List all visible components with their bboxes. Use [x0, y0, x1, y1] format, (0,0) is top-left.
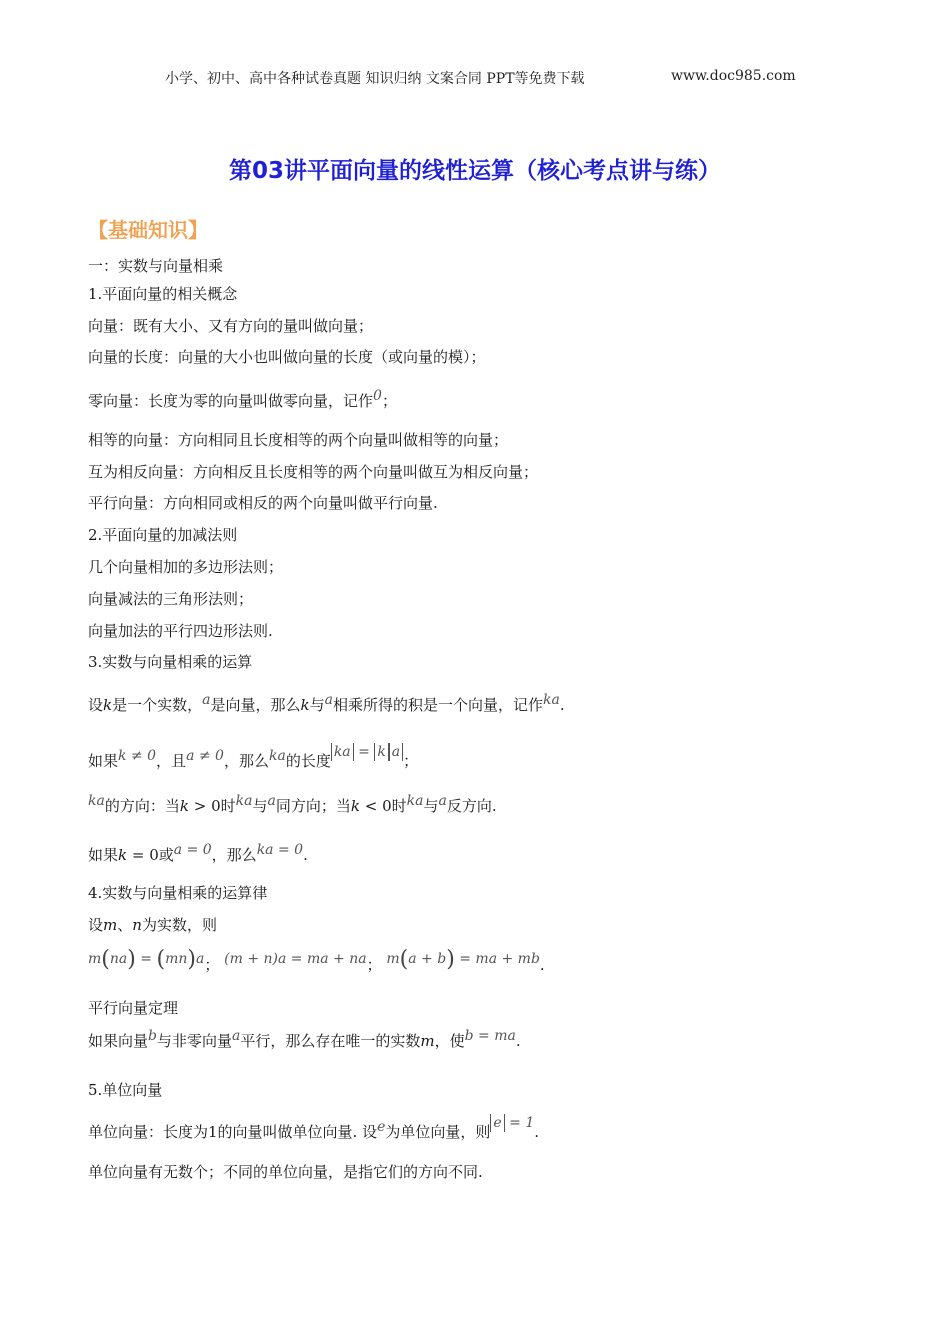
line-9: 2.平面向量的加减法则: [88, 526, 238, 544]
text-fragment: 设: [88, 696, 104, 714]
math-fragment: mn: [165, 951, 188, 967]
text-fragment: 与: [309, 696, 325, 714]
line-10: 几个向量相加的多边形法则；: [88, 558, 284, 576]
text-fragment: < 0时: [364, 797, 407, 815]
math-fragment: a + b: [408, 951, 447, 967]
zero-vector-symbol: 0: [373, 388, 382, 404]
math-a: a: [202, 692, 211, 708]
line-21: 平行向量定理: [88, 999, 179, 1017]
text-fragment: 为实数，则: [141, 916, 217, 934]
line-14: [88, 694, 565, 717]
line-7: 互为相反向量：方向相反且长度相等的两个向量叫做互为相反向量；: [88, 463, 539, 481]
separator: ；: [204, 956, 220, 974]
line-3: 向量：既有大小、又有方向的量叫做向量；: [88, 317, 374, 335]
math-k: k: [103, 696, 113, 714]
math-b: b: [148, 1028, 157, 1044]
line-15: [88, 744, 419, 773]
text-fragment: ，使: [434, 1032, 465, 1050]
math-fragment: na: [109, 951, 128, 967]
math-k: k: [118, 846, 128, 864]
math-ka: ka: [88, 793, 105, 809]
abs-e: e: [490, 1114, 504, 1132]
math-n: n: [132, 916, 142, 934]
math-a: a: [438, 793, 447, 809]
text-fragment: 与: [252, 797, 268, 815]
line-24: [88, 1115, 540, 1144]
line-2: 1.平面向量的相关概念: [88, 285, 238, 303]
unit-length-formula: [490, 1115, 534, 1131]
text-fragment: 是向量，那么: [210, 696, 301, 714]
math-m: m: [103, 916, 118, 934]
text-fragment: 平行，那么存在唯一的实数: [240, 1032, 421, 1050]
math-fragment: m: [88, 951, 102, 967]
formula-distributive-vector: m(a + b) = ma + mb: [386, 947, 540, 972]
line-11: 向量减法的三角形法则；: [88, 590, 254, 608]
math-ka: ka: [268, 748, 286, 764]
text-fragment: 如果向量: [88, 1032, 149, 1050]
math-fragment: =: [140, 951, 153, 967]
text-fragment: 与: [423, 797, 439, 815]
text-fragment: 相乘所得的积是一个向量，记作: [332, 696, 543, 714]
line-17: [88, 844, 308, 867]
math-a-nonzero: a ≠ 0: [186, 748, 224, 764]
math-a: a: [324, 692, 333, 708]
math-k: k: [300, 696, 310, 714]
math-k-nonzero: k ≠ 0: [118, 748, 157, 764]
text-fragment: .: [303, 846, 308, 864]
text-fragment: ；: [403, 752, 419, 770]
line-1: 一：实数与向量相乘: [88, 257, 224, 275]
math-ka-zero: ka = 0: [256, 842, 304, 858]
text-fragment: .: [534, 1123, 540, 1141]
math-ka: ka: [406, 793, 424, 809]
line-5-text: 零向量：长度为零的向量叫做零向量，记作: [88, 392, 374, 410]
line-23: 5.单位向量: [88, 1081, 163, 1099]
header-website: www.doc985.com: [671, 68, 796, 84]
section-heading: 【基础知识】: [88, 218, 208, 242]
line-5-end: ；: [381, 392, 397, 410]
text-fragment: 与非零向量: [156, 1032, 232, 1050]
text-fragment: 的方向：当: [104, 797, 180, 815]
separator: ；: [366, 956, 382, 974]
text-fragment: > 0时: [193, 797, 236, 815]
text-fragment: ，那么: [211, 846, 257, 864]
math-fragment: = 1: [509, 1115, 535, 1131]
text-fragment: 如果: [88, 752, 119, 770]
abs-ka: ka: [331, 743, 354, 761]
math-k: k: [350, 797, 360, 815]
math-k: k: [179, 797, 189, 815]
math-e: e: [377, 1119, 386, 1135]
text-fragment: 的长度: [285, 752, 331, 770]
text-fragment: ，且: [156, 752, 187, 770]
line-6: 相等的向量：方向相同且长度相等的两个向量叫做相等的向量；: [88, 431, 509, 449]
text-fragment: 同方向；当: [275, 797, 351, 815]
math-ka: ka: [235, 793, 253, 809]
math-a: a: [267, 793, 276, 809]
text-fragment: .: [559, 696, 565, 714]
text-fragment: 是一个实数，: [112, 696, 203, 714]
text-fragment: .: [515, 1032, 521, 1050]
header-slogan: 小学、初中、高中各种试卷真题 知识归纳 文案合同 PPT等免费下载: [165, 71, 585, 87]
line-5: [88, 390, 397, 413]
text-fragment: 单位向量：长度为1的向量叫做单位向量. 设: [88, 1123, 378, 1141]
formula-associative: m(na) = (mn)a: [88, 947, 205, 972]
math-fragment: m: [386, 951, 400, 967]
line-4: 向量的长度：向量的大小也叫做向量的长度（或向量的模）；: [88, 348, 486, 366]
text-fragment: 为单位向量，则: [385, 1123, 491, 1141]
math-fragment: = ma + mb: [459, 951, 540, 967]
text-fragment: 设: [88, 916, 104, 934]
length-formula: [331, 744, 403, 760]
document-title: 第03讲平面向量的线性运算（核心考点讲与练）: [228, 158, 721, 184]
formula-distributive-scalar: (m + n)a = ma + na: [224, 951, 367, 967]
equals-sign: =: [358, 744, 370, 760]
text-fragment: ，那么: [223, 752, 269, 770]
text-fragment: 、: [117, 916, 133, 934]
math-ka: ka: [542, 692, 560, 708]
text-fragment: 反方向.: [446, 797, 497, 815]
line-8: 平行向量：方向相同或相反的两个向量叫做平行向量.: [88, 494, 438, 512]
separator: .: [539, 956, 545, 974]
math-a-zero: a = 0: [173, 842, 212, 858]
math-a: a: [232, 1028, 241, 1044]
text-fragment: 如果: [88, 846, 119, 864]
abs-a: a: [389, 743, 403, 761]
abs-k: k: [374, 743, 388, 761]
math-fragment: a: [195, 951, 205, 967]
line-22: [88, 1030, 521, 1053]
line-20-formulas: [88, 946, 545, 974]
line-12: 向量加法的平行四边形法则.: [88, 622, 273, 640]
line-19: [88, 914, 217, 936]
math-b-equals-ma: b = ma: [464, 1028, 516, 1044]
line-16: [88, 795, 497, 818]
line-13: 3.实数与向量相乘的运算: [88, 653, 253, 671]
math-m: m: [420, 1032, 435, 1050]
line-25: 单位向量有无数个；不同的单位向量，是指它们的方向不同.: [88, 1163, 483, 1181]
text-fragment: = 0或: [131, 846, 174, 864]
line-18: 4.实数与向量相乘的运算律: [88, 884, 268, 902]
